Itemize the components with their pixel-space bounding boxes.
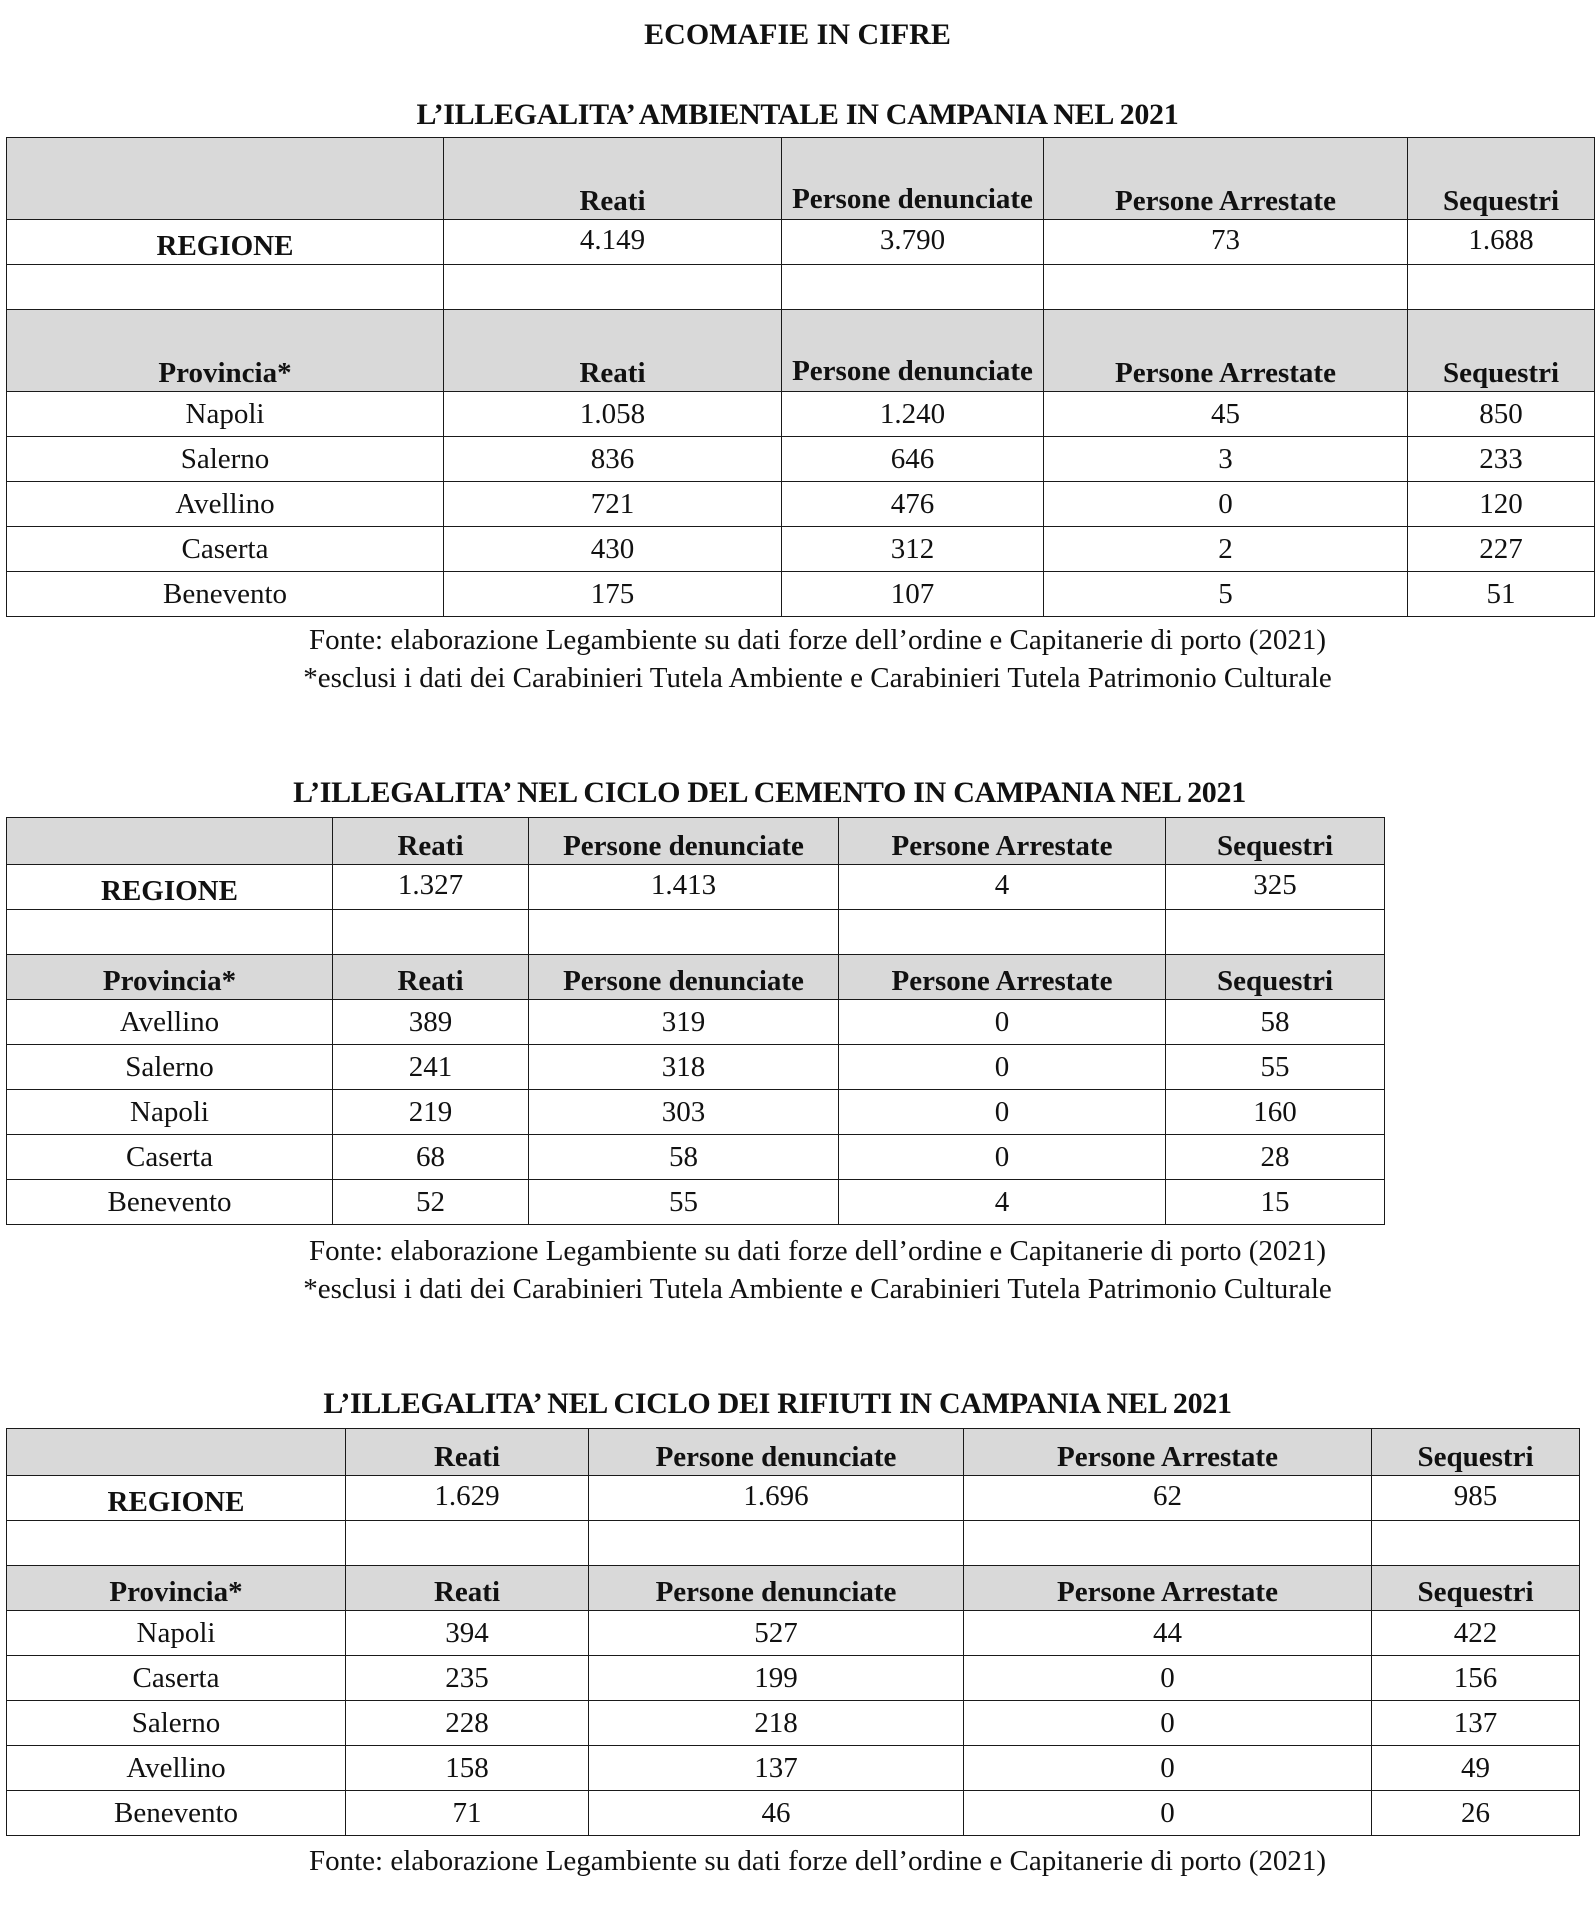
cell-denunciate: 527 [589, 1611, 964, 1656]
cell-reati: 235 [346, 1656, 589, 1701]
source-note [20, 1233, 1595, 1308]
table-row [7, 482, 1595, 527]
province-name: Caserta [7, 527, 444, 572]
cell-denunciate: 55 [529, 1180, 839, 1225]
cell-arrestate: 45 [1044, 392, 1408, 437]
header-reati: Reati [444, 138, 782, 220]
cell-reati: 158 [346, 1746, 589, 1791]
cell-sequestri: 233 [1408, 437, 1595, 482]
cell-denunciate: 58 [529, 1135, 839, 1180]
source-text: Fonte: elaborazione Legambiente su dati forze dell’ordine e Capitanerie di porto (2021) [308, 1845, 1327, 1877]
header-persone-denunciate: Persone denunciate [529, 955, 839, 1000]
cell-arrestate: 0 [964, 1656, 1372, 1701]
table-row [7, 1791, 1580, 1836]
province-name: Caserta [7, 1135, 333, 1180]
cell-arrestate: 0 [1044, 482, 1408, 527]
header-blank-cell [7, 138, 444, 220]
table-row [7, 1135, 1385, 1180]
region-sequestri: 985 [1372, 1476, 1580, 1521]
spacer-cell [1166, 910, 1385, 955]
table-row [7, 527, 1595, 572]
cell-reati: 68 [333, 1135, 529, 1180]
cell-arrestate: 0 [839, 1135, 1166, 1180]
section-title-ambientale: L’ILLEGALITA’ AMBIENTALE IN CAMPANIA NEL 2021 [416, 98, 1179, 131]
header-persone-denunciate: Persone denunciate [782, 310, 1044, 392]
header-sequestri: Sequestri [1166, 818, 1385, 865]
spacer-cell [444, 265, 782, 310]
cell-reati: 721 [444, 482, 782, 527]
province-name: Napoli [7, 1611, 346, 1656]
source-note [20, 1843, 1595, 1881]
cell-sequestri: 227 [1408, 527, 1595, 572]
cell-reati: 219 [333, 1090, 529, 1135]
cell-reati: 389 [333, 1000, 529, 1045]
province-name: Benevento [7, 1180, 333, 1225]
cell-sequestri: 120 [1408, 482, 1595, 527]
header-persone-arrestate: Persone Arrestate [964, 1429, 1372, 1476]
cell-arrestate: 0 [839, 1000, 1166, 1045]
spacer-cell [839, 910, 1166, 955]
cell-denunciate: 218 [589, 1701, 964, 1746]
header-provincia: Provincia* [7, 955, 333, 1000]
table-ambientale [6, 137, 1595, 617]
cell-denunciate: 1.240 [782, 392, 1044, 437]
cell-reati: 836 [444, 437, 782, 482]
header-persone-denunciate: Persone denunciate [782, 138, 1044, 220]
header-reati: Reati [333, 818, 529, 865]
region-row [7, 220, 1595, 265]
province-name: Avellino [7, 1000, 333, 1045]
source-text: Fonte: elaborazione Legambiente su dati forze dell’ordine e Capitanerie di porto (2021) [308, 1235, 1327, 1267]
province-name: Napoli [7, 392, 444, 437]
header-persone-denunciate: Persone denunciate [589, 1566, 964, 1611]
region-arrestate: 4 [839, 865, 1166, 910]
spacer-cell [7, 265, 444, 310]
header-sequestri: Sequestri [1372, 1566, 1580, 1611]
cell-sequestri: 137 [1372, 1701, 1580, 1746]
spacer-row [7, 910, 1385, 955]
spacer-cell [1044, 265, 1408, 310]
header-sequestri: Sequestri [1408, 310, 1595, 392]
spacer-cell [7, 1521, 346, 1566]
cell-sequestri: 28 [1166, 1135, 1385, 1180]
table-header-row [7, 138, 1595, 220]
cell-denunciate: 312 [782, 527, 1044, 572]
cell-denunciate: 199 [589, 1656, 964, 1701]
province-name: Caserta [7, 1656, 346, 1701]
header-reati: Reati [346, 1566, 589, 1611]
cell-arrestate: 0 [964, 1746, 1372, 1791]
region-name: REGIONE [7, 865, 333, 910]
header-persone-denunciate: Persone denunciate [529, 818, 839, 865]
cell-denunciate: 137 [589, 1746, 964, 1791]
province-name: Avellino [7, 482, 444, 527]
table-row [7, 1701, 1580, 1746]
table-row [7, 1000, 1385, 1045]
header-persone-arrestate: Persone Arrestate [839, 955, 1166, 1000]
header-reati: Reati [333, 955, 529, 1000]
table-header-row [7, 818, 1385, 865]
cell-denunciate: 107 [782, 572, 1044, 617]
spacer-row [7, 1521, 1580, 1566]
cell-sequestri: 49 [1372, 1746, 1580, 1791]
cell-arrestate: 3 [1044, 437, 1408, 482]
header-reati: Reati [346, 1429, 589, 1476]
table-row [7, 1746, 1580, 1791]
region-sequestri: 325 [1166, 865, 1385, 910]
region-denunciate: 1.413 [529, 865, 839, 910]
header-persone-denunciate: Persone denunciate [589, 1429, 964, 1476]
spacer-cell [782, 265, 1044, 310]
table-row [7, 1656, 1580, 1701]
cell-denunciate: 319 [529, 1000, 839, 1045]
footnote-text: *esclusi i dati dei Carabinieri Tutela Ambiente e Carabinieri Tutela Patrimonio Culturale [303, 1272, 1332, 1305]
cell-sequestri: 58 [1166, 1000, 1385, 1045]
cell-reati: 175 [444, 572, 782, 617]
cell-denunciate: 318 [529, 1045, 839, 1090]
table-header-row [7, 1429, 1580, 1476]
cell-sequestri: 422 [1372, 1611, 1580, 1656]
table-row [7, 392, 1595, 437]
province-name: Benevento [7, 1791, 346, 1836]
cell-arrestate: 0 [964, 1701, 1372, 1746]
region-reati: 4.149 [444, 220, 782, 265]
region-row [7, 865, 1385, 910]
header-persone-arrestate: Persone Arrestate [1044, 310, 1408, 392]
region-name: REGIONE [7, 1476, 346, 1521]
table-row [7, 1611, 1580, 1656]
header-persone-arrestate: Persone Arrestate [964, 1566, 1372, 1611]
cell-sequestri: 15 [1166, 1180, 1385, 1225]
spacer-cell [7, 910, 333, 955]
cell-denunciate: 303 [529, 1090, 839, 1135]
spacer-cell [1408, 265, 1595, 310]
cell-arrestate: 5 [1044, 572, 1408, 617]
spacer-cell [589, 1521, 964, 1566]
province-name: Salerno [7, 437, 444, 482]
cell-arrestate: 0 [839, 1090, 1166, 1135]
region-reati: 1.629 [346, 1476, 589, 1521]
spacer-cell [529, 910, 839, 955]
province-header-row [7, 310, 1595, 392]
table-rifiuti [6, 1428, 1580, 1836]
cell-arrestate: 44 [964, 1611, 1372, 1656]
header-blank-cell [7, 1429, 346, 1476]
region-arrestate: 73 [1044, 220, 1408, 265]
header-persone-arrestate: Persone Arrestate [1044, 138, 1408, 220]
cell-sequestri: 156 [1372, 1656, 1580, 1701]
province-name: Avellino [7, 1746, 346, 1791]
cell-denunciate: 46 [589, 1791, 964, 1836]
spacer-row [7, 265, 1595, 310]
cell-arrestate: 4 [839, 1180, 1166, 1225]
region-name: REGIONE [7, 220, 444, 265]
header-sequestri: Sequestri [1372, 1429, 1580, 1476]
cell-arrestate: 0 [964, 1791, 1372, 1836]
cell-reati: 228 [346, 1701, 589, 1746]
cell-sequestri: 55 [1166, 1045, 1385, 1090]
cell-sequestri: 850 [1408, 392, 1595, 437]
spacer-cell [1372, 1521, 1580, 1566]
cell-sequestri: 51 [1408, 572, 1595, 617]
cell-reati: 430 [444, 527, 782, 572]
cell-reati: 394 [346, 1611, 589, 1656]
cell-arrestate: 0 [839, 1045, 1166, 1090]
header-sequestri: Sequestri [1408, 138, 1595, 220]
cell-arrestate: 2 [1044, 527, 1408, 572]
cell-reati: 71 [346, 1791, 589, 1836]
cell-reati: 1.058 [444, 392, 782, 437]
region-arrestate: 62 [964, 1476, 1372, 1521]
source-text: Fonte: elaborazione Legambiente su dati forze dell’ordine e Capitanerie di porto (2021) [308, 624, 1327, 656]
cell-denunciate: 476 [782, 482, 1044, 527]
province-name: Salerno [7, 1701, 346, 1746]
table-row [7, 1180, 1385, 1225]
cell-reati: 52 [333, 1180, 529, 1225]
section-title-rifiuti: L’ILLEGALITA’ NEL CICLO DEI RIFIUTI IN CAMPANIA NEL 2021 [323, 1387, 1232, 1420]
table-row [7, 437, 1595, 482]
section-title-cemento: L’ILLEGALITA’ NEL CICLO DEL CEMENTO IN CAMPANIA NEL 2021 [293, 776, 1246, 809]
province-header-row [7, 955, 1385, 1000]
table-row [7, 1045, 1385, 1090]
province-name: Benevento [7, 572, 444, 617]
spacer-cell [964, 1521, 1372, 1566]
footnote-text: *esclusi i dati dei Carabinieri Tutela Ambiente e Carabinieri Tutela Patrimonio Culturale [303, 661, 1332, 694]
table-row [7, 1090, 1385, 1135]
cell-sequestri: 26 [1372, 1791, 1580, 1836]
region-sequestri: 1.688 [1408, 220, 1595, 265]
spacer-cell [333, 910, 529, 955]
header-provincia: Provincia* [7, 310, 444, 392]
table-row [7, 572, 1595, 617]
header-sequestri: Sequestri [1166, 955, 1385, 1000]
province-header-row [7, 1566, 1580, 1611]
table-cemento [6, 817, 1385, 1225]
region-reati: 1.327 [333, 865, 529, 910]
cell-reati: 241 [333, 1045, 529, 1090]
province-name: Napoli [7, 1090, 333, 1135]
region-denunciate: 3.790 [782, 220, 1044, 265]
header-reati: Reati [444, 310, 782, 392]
region-denunciate: 1.696 [589, 1476, 964, 1521]
header-blank-cell [7, 818, 333, 865]
cell-sequestri: 160 [1166, 1090, 1385, 1135]
region-row [7, 1476, 1580, 1521]
cell-denunciate: 646 [782, 437, 1044, 482]
header-persone-arrestate: Persone Arrestate [839, 818, 1166, 865]
spacer-cell [346, 1521, 589, 1566]
province-name: Salerno [7, 1045, 333, 1090]
header-provincia: Provincia* [7, 1566, 346, 1611]
page-title: ECOMAFIE IN CIFRE [644, 18, 951, 51]
source-note [20, 622, 1595, 697]
